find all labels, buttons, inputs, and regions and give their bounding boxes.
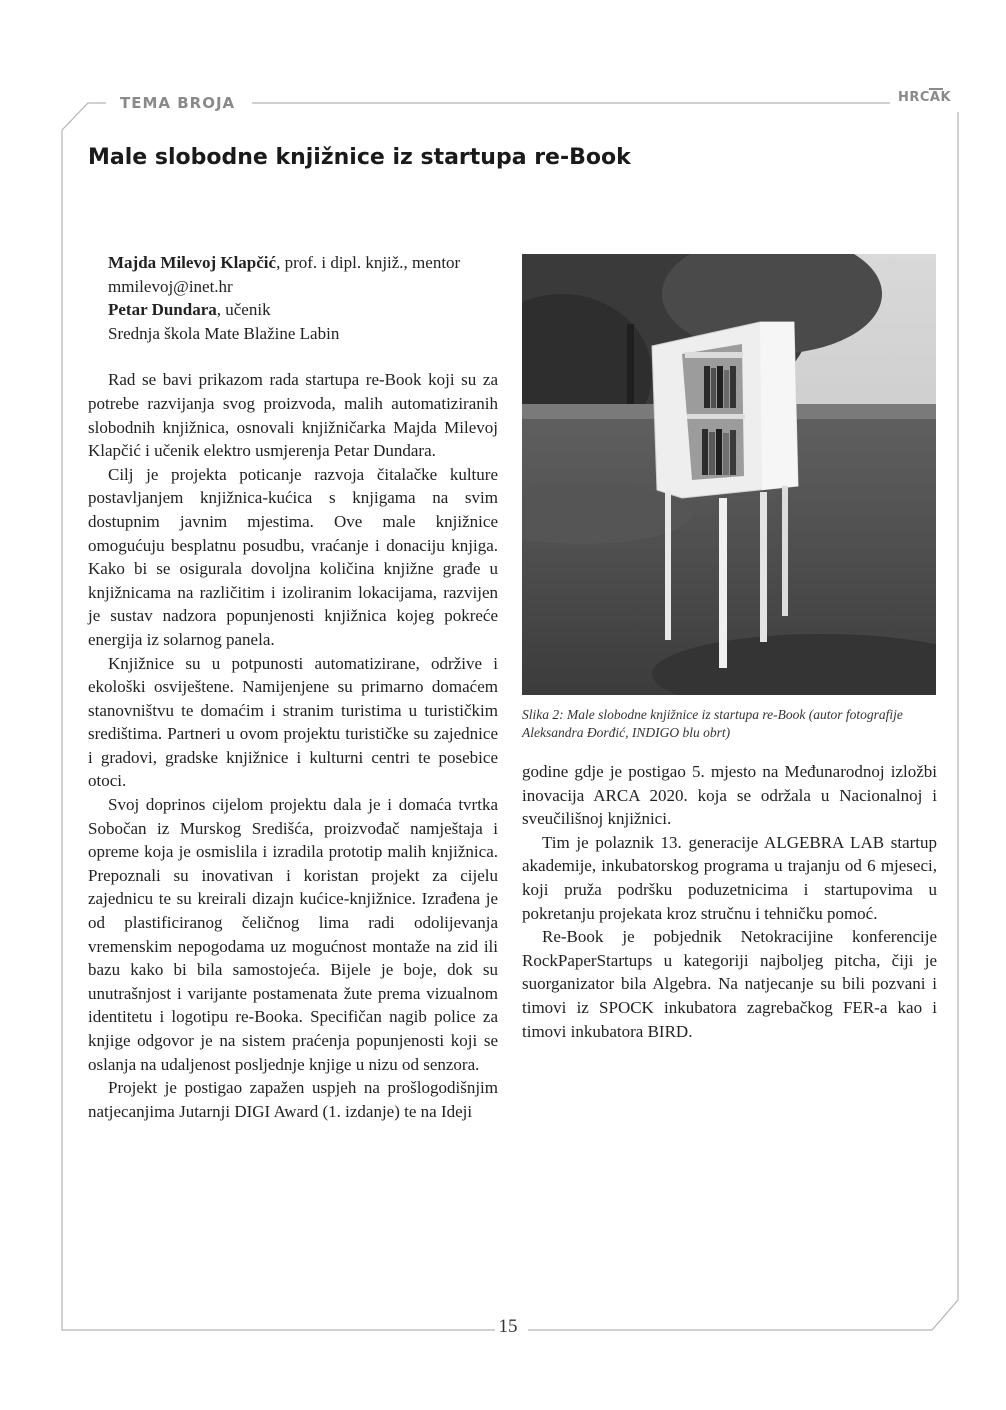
author-school: Srednja škola Mate Blažine Labin xyxy=(108,323,340,343)
page-number: 15 xyxy=(498,1316,518,1337)
body-paragraph: Svoj doprinos cijelom projektu dala je i domaća tvrtka Sobočan iz Murskog Središća, proizvođač namještaja i opreme koja je osmislila i izradila prototip malih knjižnica. Prepoznali su inovativan i koristan projekt za cijelu zajednicu te su kreirali dizajn kućice-knjižnice. Izrađena je od plastificiranog čeličnog lima radi odolijevanja vremenskim nepogodama uz mogućnost montaže na zid ili bazu kako bi bila samostojeća. Bijele je boje, dok su unutrašnjost i varijante postamenata žute prema vizualnom identitetu i logotipu re-Booka. Specifičan nagib police za knjige odgovor je na sistem praćenja popunjenosti koji se oslanja na udaljenost posljednje knjige u nizu od senzora. xyxy=(88,795,498,1074)
author-name: Majda Milevoj Klapčić xyxy=(108,253,277,272)
section-label: TEMA BROJA xyxy=(120,94,236,112)
right-column xyxy=(522,760,937,1043)
author-line xyxy=(88,251,498,275)
author-block xyxy=(88,251,498,345)
body-paragraph: Cilj je projekta poticanje razvoja čitalačke kulture postavljanjem knjižnica-kućica s knjigama na svim dostupnim javnim mjestima. Ove male knjižnice omogućuju besplatnu posudbu, vraćanje i donaciju knjiga. Kako bi se osigurala dovoljna količina knjižne građe u knjižnicama na različitim i izoliranim lokacijama, razvijen je sustav nadzora popunjenosti knjižnica kojeg pokreće energija iz solarnog panela. xyxy=(88,464,498,649)
author-line xyxy=(88,298,498,322)
body-paragraph: Projekt je postigao zapažen uspjeh na prošlogodišnjim natjecanjima Jutarnji DIGI Award (1. izdanje) te na Ideji xyxy=(88,1078,498,1121)
body-paragraph: Re-Book je pobjednik Netokracijine konferencije RockPaperStartups u kategoriji najboljeg pitcha, čiji je suorganizator bila Algebra. Na natjecanje su bili pozvani i timovi iz SPOCK inkubatora zagrebačkog FER-a kao i timovi inkubatora BIRD. xyxy=(522,927,937,1041)
magazine-logo: HRCAK xyxy=(898,90,952,105)
body-paragraph: Tim je polaznik 13. generacije ALGEBRA LAB startup akademije, inkubatorskog programa u trajanju od 6 mjeseci, koji pruža podršku poduzetnicima i startupovima u pokretanju projekata kroz stručnu i tehničku pomoć. xyxy=(522,832,937,923)
figure-caption: Slika 2: Male slobodne knjižnice iz startupa re-Book (autor fotografije Aleksandra Đorđić, INDIGO blu obrt) xyxy=(522,707,903,740)
author-role: , učenik xyxy=(216,300,271,320)
body-paragraph: godine gdje je postigao 5. mjesto na Međunarodnoj izložbi inovacija ARCA 2020. koja se održala u Nacionalnoj i sveučilišnoj knjižnici. xyxy=(522,762,937,829)
author-email: mmilevoj@inet.hr xyxy=(108,276,233,296)
little-library-photo xyxy=(522,254,936,695)
body-paragraph: Knjižnice su u potpunosti automatizirane, održive i ekološki osviještene. Namijenjene su primarno domaćem stanovništvu te domaćim i stranim turistima u turističkim središtima. Partneri u ovom projektu turističke su zajednice i gradovi, gradske knjižnice i kulturni centri te posebice otoci. xyxy=(88,653,498,791)
author-name: Petar Dundara xyxy=(108,300,217,320)
author-role: , prof. i dipl. knjiž., mentor xyxy=(276,253,461,272)
body-paragraph: Rad se bavi prikazom rada startupa re-Book koji su za potrebe razvijanja svog proizvoda, malih automatiziranih slobodnih knjižnica, osnovali knjižničarka Majda Milevoj Klapčić i učenik elektro usmjerenja Petar Dundara. xyxy=(88,370,498,461)
left-column xyxy=(88,251,498,1123)
article-title: Male slobodne knjižnice iz startupa re-Book xyxy=(88,145,631,170)
